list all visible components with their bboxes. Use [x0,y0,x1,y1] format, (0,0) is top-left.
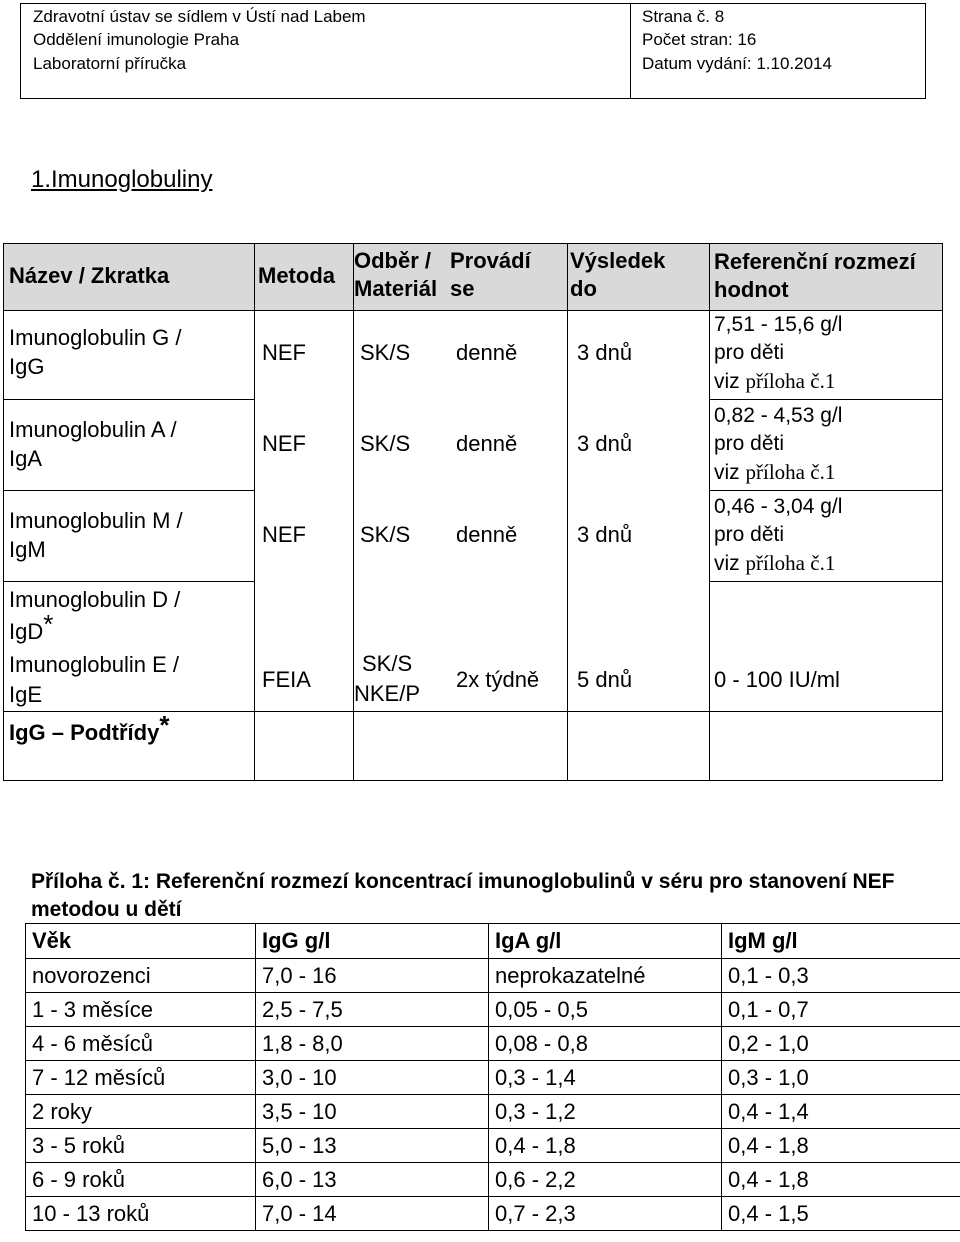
section-title: 1.Imunoglobuliny [31,166,213,193]
row-ige-material-1: SK/S [362,651,413,676]
viz-label: viz [714,461,740,484]
row-ige-name-2: IgE [9,682,43,707]
row-iga-method: NEF [262,431,306,456]
header-reference-2: hodnot [714,277,789,302]
cell-igg: 1,8 - 8,0 [256,1027,489,1061]
header-institute: Zdravotní ústav se sídlem v Ústí nad Labem [33,7,366,26]
cell-iga: 0,3 - 1,2 [489,1095,722,1129]
cell-igm: 0,1 - 0,7 [722,993,960,1027]
document-header [20,3,926,99]
cell-igm: 0,4 - 1,8 [722,1129,960,1163]
cell-iga: neprokazatelné [489,959,722,993]
appendix-reference: příloha č.1 [745,551,836,575]
column-header-igm: IgM g/l [722,924,960,959]
row-igg-ref-3 [714,369,835,394]
column-divider [709,244,710,780]
cell-igm: 0,3 - 1,0 [722,1061,960,1095]
row-igg-result: 3 dnů [577,340,633,365]
viz-label: viz [714,370,740,393]
header-result-2: do [570,276,597,301]
row-igm-ref-3 [714,551,835,576]
cell-iga: 0,3 - 1,4 [489,1061,722,1095]
table-row [26,1027,960,1061]
table-row [26,1129,960,1163]
row-igm-name-1: Imunoglobulin M / [9,508,183,533]
row-igg-method: NEF [262,340,306,365]
row-divider [4,399,254,400]
row-igd-abbr: IgD [9,619,44,644]
cell-igg: 7,0 - 14 [256,1197,489,1231]
table-row [26,1095,960,1129]
cell-age: 3 - 5 roků [26,1129,256,1163]
header-page: Strana č. 8 [642,7,725,26]
row-igm-ref-2: pro děti [714,523,785,546]
cell-iga: 0,4 - 1,8 [489,1129,722,1163]
row-igg-performed: denně [456,340,518,365]
row-iga-ref-3 [714,460,835,485]
cell-igm: 0,2 - 1,0 [722,1027,960,1061]
cell-igg: 3,0 - 10 [256,1061,489,1095]
row-igg-subclasses-name [9,710,170,746]
header-result-1: Výsledek [570,248,666,273]
appendix-reference: příloha č.1 [745,460,836,484]
cell-igg: 3,5 - 10 [256,1095,489,1129]
cell-age: 1 - 3 měsíce [26,993,256,1027]
appendix-header-row [26,924,960,959]
cell-igm: 0,4 - 1,5 [722,1197,960,1231]
header-performed-2: se [450,276,475,301]
header-document: Laboratorní příručka [33,54,187,73]
header-material-2: Materiál [354,276,438,301]
row-iga-result: 3 dnů [577,431,633,456]
row-divider [709,581,942,582]
row-igm-material: SK/S [360,522,411,547]
cell-age: 7 - 12 měsíců [26,1061,256,1095]
table-row [26,993,960,1027]
cell-iga: 0,6 - 2,2 [489,1163,722,1197]
row-igd-name-2 [9,609,54,645]
row-igg-ref-2: pro děti [714,341,785,364]
row-igm-result: 3 dnů [577,522,633,547]
column-header-age: Věk [26,924,256,959]
header-issue-date: Datum vydání: 1.10.2014 [642,54,832,73]
cell-iga: 0,7 - 2,3 [489,1197,722,1231]
row-divider [4,711,942,712]
header-name: Název / Zkratka [9,263,170,288]
appendix-table [25,923,960,1231]
row-ige-name-1: Imunoglobulin E / [9,652,179,677]
header-performed-1: Provádí [450,248,531,273]
table-row [26,959,960,993]
table-row [26,1061,960,1095]
cell-igm: 0,4 - 1,8 [722,1163,960,1197]
table-row [26,1163,960,1197]
cell-igm: 0,4 - 1,4 [722,1095,960,1129]
row-igm-name-2: IgM [9,537,46,562]
header-divider [630,4,631,98]
row-ige-method: FEIA [262,667,311,692]
cell-iga: 0,08 - 0,8 [489,1027,722,1061]
cell-igg: 2,5 - 7,5 [256,993,489,1027]
row-divider [4,581,254,582]
row-igg-name-2: IgG [9,354,45,379]
appendix-title: Příloha č. 1: Referenční rozmezí koncentrací imunoglobulinů v séru pro stanovení NEF metodou u dětí [31,870,895,921]
row-iga-ref-2: pro děti [714,432,785,455]
row-iga-name-1: Imunoglobulin A / [9,417,177,442]
column-divider [567,244,568,780]
row-divider [709,490,942,491]
row-divider [4,490,254,491]
appendix-reference: příloha č.1 [745,369,836,393]
row-igd-name-1: Imunoglobulin D / [9,587,181,612]
immunoglobulin-table [3,243,943,781]
row-iga-material: SK/S [360,431,411,456]
header-page-count: Počet stran: 16 [642,30,757,49]
row-igg-subclasses-label: IgG – Podtřídy [9,720,160,745]
row-iga-ref-1: 0,82 - 4,53 g/l [714,404,843,427]
cell-age: 6 - 9 roků [26,1163,256,1197]
row-divider [709,399,942,400]
cell-age: 10 - 13 roků [26,1197,256,1231]
cell-igm: 0,1 - 0,3 [722,959,960,993]
row-divider [4,310,942,311]
header-material-1: Odběr / [354,248,432,273]
row-iga-name-2: IgA [9,446,43,471]
row-ige-material-2: NKE/P [354,681,421,706]
cell-age: 4 - 6 měsíců [26,1027,256,1061]
row-igg-ref-1: 7,51 - 15,6 g/l [714,313,843,336]
column-header-iga: IgA g/l [489,924,722,959]
row-igm-method: NEF [262,522,306,547]
header-department: Oddělení imunologie Praha [33,30,240,49]
row-igm-performed: denně [456,522,518,547]
row-ige-performed: 2x týdně [456,667,540,692]
viz-label: viz [714,552,740,575]
cell-igg: 6,0 - 13 [256,1163,489,1197]
header-reference-1: Referenční rozmezí [714,249,916,274]
row-igg-material: SK/S [360,340,411,365]
column-divider [254,244,255,780]
column-header-igg: IgG g/l [256,924,489,959]
cell-age: novorozenci [26,959,256,993]
cell-igg: 5,0 - 13 [256,1129,489,1163]
cell-age: 2 roky [26,1095,256,1129]
cell-igg: 7,0 - 16 [256,959,489,993]
row-igm-ref-1: 0,46 - 3,04 g/l [714,495,843,518]
row-igg-name-1: Imunoglobulin G / [9,325,182,350]
header-method: Metoda [258,263,335,288]
asterisk-mark: * [159,710,170,740]
row-iga-performed: denně [456,431,518,456]
row-ige-result: 5 dnů [577,667,633,692]
row-ige-ref: 0 - 100 IU/ml [714,667,840,692]
cell-iga: 0,05 - 0,5 [489,993,722,1027]
asterisk-mark: * [43,609,54,639]
table-row [26,1197,960,1231]
